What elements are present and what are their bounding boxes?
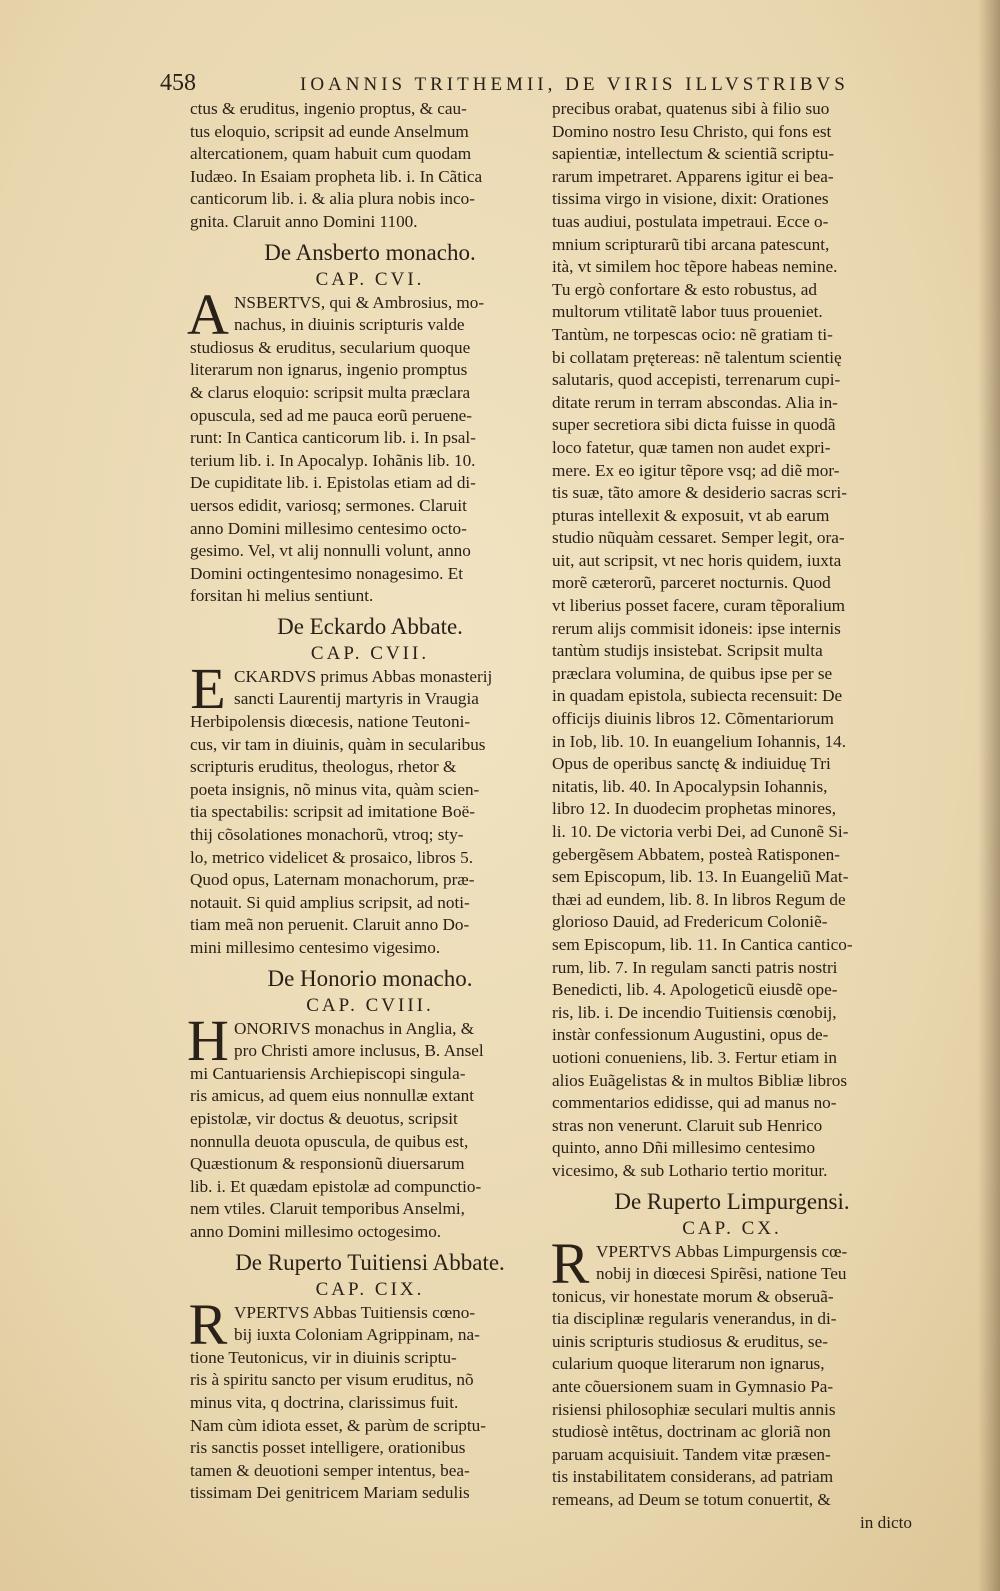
text-line: li. 10. De victoria verbi Dei, ad Cunonẽ Si- (552, 822, 849, 841)
section-paragraph (187, 1007, 550, 1244)
text-line: paruam acquisiuit. Tandem vitæ præsen- (552, 1444, 831, 1464)
text-line: ità, vt similem hoc tẽpore habeas nemine. (552, 257, 838, 277)
right-column (552, 98, 912, 1534)
text-line: scripturis eruditus, theologus, rhetor & (190, 757, 457, 777)
text-line: forsitan hi melius sentiunt. (190, 586, 374, 606)
section-title: De Ansberto monacho. (264, 239, 476, 265)
text-line: tissima virgo in visione, dixit: Orationes (552, 189, 829, 209)
text-line: glorioso Dauid, ad Fredericum Coloniẽ- (552, 912, 828, 932)
text-line: Domini octingentesimo nonagesimo. Et (190, 563, 464, 583)
drop-initial: E (190, 655, 226, 721)
drop-initial: A (187, 281, 229, 347)
text-line: Nam cùm idiota esset, & parùm de scriptu- (190, 1415, 486, 1435)
text-line: gebergẽsem Abbatem, posteà Ratisponen- (552, 844, 840, 864)
text-line: mnium scripturarũ tibi arcana patescunt, (552, 234, 830, 254)
text-line: pturas intellexit & exposuit, vt ab earum (552, 505, 830, 525)
text-line: ctus & eruditus, ingenio proptus, & cau- (190, 99, 467, 118)
text-line: remeans, ad Deum se totum conuertit, & (552, 1490, 831, 1510)
chapter-number: CAP. CVIII. (306, 994, 434, 1016)
text-line: studio nũquàm cessaret. Semper legit, ora- (552, 528, 845, 548)
text-line: anno Domini millesimo centesimo octo- (190, 518, 467, 538)
text-line: super secretiora sibi dicta fuisse in quodã (552, 415, 836, 435)
text-line: tuas audiui, postulata impetraui. Ecce o- (552, 211, 829, 231)
chapter-number: CAP. CVI. (315, 268, 425, 290)
text-line: rum, lib. 7. In regulam sancti patris nostri (552, 957, 838, 977)
text-line: altercationem, quam habuit cum quodam (190, 144, 472, 164)
text-line: mini millesimo centesimo vigesimo. (190, 938, 441, 957)
text-line: Iudæo. In Esaiam propheta lib. i. In Cãtica (190, 166, 483, 186)
text-line: VPERTVS Abbas Tuitiensis cœno- (234, 1302, 476, 1322)
text-line: nachus, in diuinis scripturis valde (234, 315, 465, 335)
section-paragraph (550, 1230, 912, 1535)
text-line: precibus orabat, quatenus sibi à filio suo (552, 99, 830, 118)
text-line: uersos edidit, variosq; sermones. Claruit (190, 495, 467, 515)
text-line: NSBERTVS, qui & Ambrosius, mo- (234, 292, 485, 312)
drop-initial: R (188, 1291, 228, 1357)
text-line: Tantùm, ne torpescas ocio: nẽ gratiam ti- (552, 324, 833, 344)
running-title: IOANNIS TRITHEMII, DE VIRIS ILLVSTRIBVS (300, 74, 849, 95)
text-line: uotioni conueniens, lib. 3. Fertur etiam in (552, 1047, 837, 1067)
text-line: vt liberius posset facere, curam tẽporalium (552, 596, 846, 616)
text-line: stras non venerunt. Claruit sub Henrico (552, 1115, 823, 1135)
text-line: rarum impetraret. Apparens igitur ei bea- (552, 166, 834, 186)
text-line: anno Domini millesimo octogesimo. (190, 1221, 442, 1241)
text-line: sancti Laurentij martyris in Vraugia (234, 689, 479, 709)
text-line: gnita. Claruit anno Domini 1100. (190, 211, 418, 231)
text-line: notauit. Si quid amplius scripsit, ad noti- (190, 892, 470, 912)
text-line: lo, metrico videlicet & prosaico, libros 5. (190, 847, 474, 867)
text-line: salutaris, quod accepisti, terrenarum cupi- (552, 370, 841, 390)
text-line: & clarus eloquio: scripsit multa præclara (190, 382, 471, 402)
text-line: tissimam Dei genitricem Mariam sedulis (190, 1483, 470, 1503)
text-line: tia disciplinæ regularis venerandus, in di- (552, 1309, 837, 1329)
text-line: rerum alijs commisit idoneis: ipse internis (552, 618, 841, 638)
text-line: mere. Ex eo igitur tẽpore vsq; ad diẽ mor- (552, 460, 840, 480)
text-line: lib. i. Et quædam epistolæ ad compunctio- (190, 1176, 482, 1196)
text-line: nobij in diœcesi Spirẽsi, natione Teu (596, 1264, 847, 1284)
text-line: Tu ergò confortare & esto robustus, ad (552, 279, 817, 299)
text-line: Benedicti, lib. 4. Apologeticũ eiusdẽ ope- (552, 980, 838, 1000)
text-line: Quæstionum & responsionũ diuersarum (190, 1154, 465, 1174)
text-line: ris, lib. i. De incendio Tuitiensis cœnobij, (552, 1002, 837, 1022)
text-line: tione Teutonicus, vir in diuinis scriptu- (190, 1347, 457, 1367)
text-line: alios Euãgelistas & in multos Bibliæ libros (552, 1070, 848, 1090)
text-line: Domino nostro Iesu Christo, qui fons est (552, 121, 832, 141)
text-line: cus, vir tam in diuinis, quàm in secularibus (190, 734, 486, 754)
text-line: tus eloquio, scripsit ad eunde Anselmum (190, 121, 469, 141)
text-line: ris amicus, ad quem eius nonnullæ extant (190, 1086, 475, 1106)
text-line: studiosus & eruditus, secularium quoque (190, 337, 471, 357)
text-line: risiensi philosophiæ seculari multis annis (552, 1399, 836, 1419)
text-line: vicesimo, & sub Lothario tertio moritur. (552, 1160, 828, 1180)
text-line: ditate rerum in terram abscondas. Alia in- (552, 392, 838, 412)
text-line: pro Christi amore inclusus, B. Ansel (234, 1041, 484, 1061)
text-line: nitatis, lib. 40. In Apocalypsin Iohannis, (552, 776, 828, 796)
text-line: Opus de operibus sanctę & indiuiduę Tri (552, 754, 831, 774)
chapter-number: CAP. CVII. (310, 642, 430, 664)
text-line: tis suæ, tãto amore & desiderio sacras scri- (552, 483, 847, 503)
text-line: tiam meã non peruenit. Claruit anno Do- (190, 915, 470, 935)
chapter-number: CAP. CX. (682, 1217, 782, 1239)
text-line: epistolæ, vir doctus & deuotus, scripsit (190, 1108, 458, 1128)
text-line: ONORIVS monachus in Anglia, & (234, 1018, 475, 1038)
text-line: studiosè intẽtus, doctrinam ac gloriã non (552, 1422, 831, 1442)
text-line: in quadam epistola, subiecta recensuit: De (552, 686, 843, 706)
page-header (160, 70, 920, 100)
drop-initial: H (187, 1007, 229, 1073)
text-line: multorum vtilitatẽ labor tuus proueniet. (552, 302, 823, 322)
text-line: instàr confessionum Augustini, opus de- (552, 1025, 829, 1045)
text-line: De cupiditate lib. i. Epistolas etiam ad di- (190, 473, 476, 493)
section-title: De Eckardo Abbate. (277, 613, 463, 639)
text-line: commentarios edidisse, qui ad manus no- (552, 1093, 837, 1113)
text-line: in Iob, lib. 10. In euangelium Iohannis, 14. (552, 731, 847, 751)
section-paragraph (187, 281, 550, 608)
text-line: tis instabilitatem considerans, ad patriam (552, 1467, 834, 1487)
text-line: tonicus, vir honestate morum & obseruã- (552, 1286, 834, 1306)
text-line: sem Episcopum, lib. 11. In Cantica cantico- (552, 934, 853, 954)
text-line: loco fatetur, quæ tamen non audet expri- (552, 437, 831, 457)
text-line: opuscula, sed ad me pauca eorũ peruene- (190, 405, 473, 425)
text-line: VPERTVS Abbas Limpurgensis cœ- (596, 1241, 848, 1261)
text-line: ris à spiritu sancto per visum eruditus, nõ (190, 1370, 474, 1390)
text-line: nonnulla deuota opuscula, de quibus est, (190, 1131, 469, 1151)
text-line: literarum non ignarus, ingenio promptus (190, 360, 468, 380)
text-line: gesimo. Vel, vt alij nonnulli volunt, anno (190, 541, 471, 561)
section-paragraph (188, 1291, 550, 1505)
text-line: bi collatam prętereas: nẽ talentum scientię (552, 347, 842, 367)
text-line: uinis scripturis studiosus & eruditus, se- (552, 1331, 828, 1351)
text-line: tamen & deuotioni semper intentus, bea- (190, 1460, 470, 1480)
text-line: morẽ cæterorũ, parceret nocturnis. Quod (552, 573, 831, 593)
text-line: CKARDVS primus Abbas monasterij (234, 666, 493, 686)
text-line: thij cõsolationes monachorũ, vtroq; sty- (190, 825, 464, 845)
section-paragraph (190, 655, 550, 960)
text-line: Quod opus, Laternam monachorum, præ- (190, 870, 475, 890)
page-gutter-shadow (978, 0, 1000, 1591)
text-line: tia spectabilis: scripsit ad imitatione Boë- (190, 802, 475, 822)
catchword: in dicto (859, 1512, 912, 1532)
text-line: Herbipolensis diœcesis, natione Teutoni- (190, 712, 471, 732)
text-line: ante cõuersionem suam in Gymnasio Pa- (552, 1377, 834, 1397)
text-line: officijs diuinis libros 12. Cõmentariorum (552, 709, 834, 729)
text-line: minus vita, q doctrina, clarissimus fuit. (190, 1392, 459, 1412)
folio-number: 458 (160, 70, 196, 96)
text-line: poeta insignis, nõ minus vita, quàm scien- (190, 779, 480, 799)
text-line: libro 12. In duodecim prophetas minores, (552, 799, 837, 819)
text-line: canticorum lib. i. & alia plura nobis inco- (190, 189, 475, 209)
left-column (187, 98, 550, 1505)
text-line: sem Episcopum, lib. 13. In Euangeliũ Mat- (552, 867, 849, 887)
text-line: præclara volumina, de quibus ipse per se (552, 663, 833, 683)
text-line: quinto, anno Dñi millesimo centesimo (552, 1138, 816, 1158)
text-line: tantùm studijs insistebat. Scripsit multa (552, 641, 823, 661)
text-line: sapientiæ, intellectum & scientiã scriptu- (552, 144, 835, 164)
text-line: runt: In Cantica canticorum lib. i. In psal- (190, 428, 476, 448)
text-line: terium lib. i. In Apocalyp. Iohãnis lib. 10. (190, 450, 476, 470)
text-line: bij iuxta Coloniam Agrippinam, na- (234, 1325, 480, 1345)
section-title: De Honorio monacho. (267, 965, 473, 991)
text-line: ris sanctis posset intelligere, orationibus (190, 1438, 466, 1458)
text-line: nem vtiles. Claruit temporibus Anselmi, (190, 1199, 465, 1219)
text-line: cularium quoque literarum non ignarus, (552, 1354, 825, 1374)
text-line: mi Cantuariensis Archiepiscopi singula- (190, 1063, 466, 1083)
section-title: De Ruperto Tuitiensi Abbate. (235, 1249, 505, 1275)
section-title: De Ruperto Limpurgensi. (614, 1188, 850, 1214)
text-line: uit, aut scripsit, vt nec horis quidem, iuxta (552, 550, 842, 570)
chapter-number: CAP. CIX. (315, 1278, 425, 1300)
text-line: thæi ad eundem, lib. 8. In libros Regum de (552, 889, 846, 909)
drop-initial: R (550, 1230, 590, 1296)
